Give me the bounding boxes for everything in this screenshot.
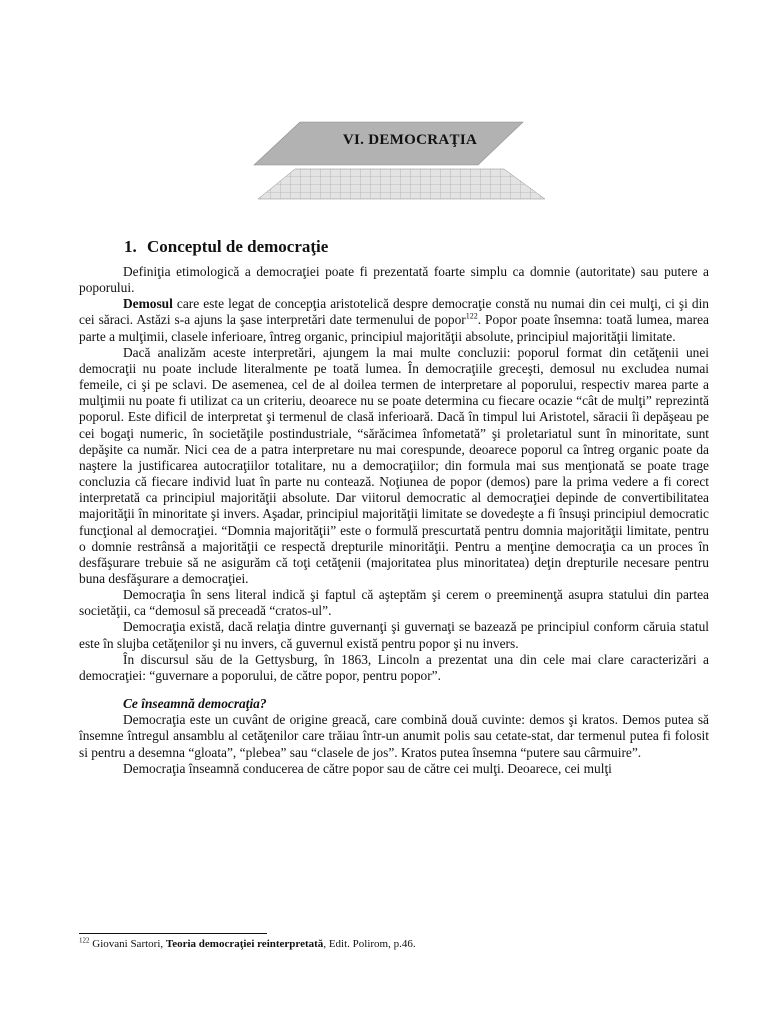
footnote-divider bbox=[79, 933, 267, 934]
paragraph-text: care este legat de concepţia aristotelică despre democraţie constă nu numai din cei mulţi, ci şi din cei săraci. Astăzi s-a ajuns la şase interpretări date termenului de popor bbox=[79, 296, 709, 328]
paragraph: Dacă analizăm aceste interpretări, ajungem la mai multe concluzii: poporul format din cetăţenii unei democraţii nu poate include literalmente pe toată lumea. În democraţiile greceşti, demosul nu excludea numai femeile, ci şi pe sclavi. De asemenea, cel de al doilea termen de interpretare al poporului, respectiv marea parte a mulţimii nu poate fi utilizat ca un criteriu, deoarece nu se poate determina cu fiecare ocazie “cât de mulţi” reprezintă poporul. Este dificil de interpretat şi termenul de clasă inferioară. Dacă în timpul lui Aristotel, săracii îi depăşeau pe cei bogaţi numeric, în societăţile postindustriale, “sărăcimea înfometată” şi proletariatul sunt în minoritate, sunt depăşite ca număr. Nici cea de a patra interpretare nu mai corespunde, deoarece poporul ca întreg organic poate da naştere la justificarea autocraţiilor totalitare, nu a democraţiilor; din formula mai sus menţionată se poate trage concluzia că fiecare individ luat în parte nu contează. Noţiunea de popor (demos) pare la prima vedere a fi corect interpretată ca principiul majorităţii absolute. Dar viitorul democratic al democraţiei depinde de convertibilitatea majorităţii în minoritate şi invers. Aşadar, principiul majorităţii limitate se dovedeşte a fi însuşi principiul democratic funcţional al democraţiei. “Domnia majorităţii” este o formulă prescurtată pentru domnia majorităţii limitate, pentru o domnie restrânsă a majorităţii ce respectă drepturile minorităţii. Pentru a menţine democraţia ca un proces în desfăşurare trebuie să ne asigurăm că toţi cetăţenii (majoritatea plus minoritatea) deţin drepturile necesare pentru buna desfăşurare a democraţiei. bbox=[79, 344, 709, 586]
paragraph: Democraţia există, dacă relaţia dintre guvernanţi şi guvernaţi se bazează pe principiul conform căruia statul este în slujba cetăţenilor şi nu invers, că guvernul există pentru popor şi nu invers. bbox=[79, 619, 709, 651]
footnote-book-title: Teoria democraţiei reinterpretată bbox=[165, 938, 324, 950]
section-title: Conceptul de democraţie bbox=[147, 237, 329, 256]
chapter-title: VI. DEMOCRAŢIA bbox=[342, 132, 478, 148]
body-text bbox=[79, 264, 709, 777]
footnote-publisher: , Edit. Polirom, p.46. bbox=[323, 938, 416, 950]
section-heading bbox=[124, 237, 328, 257]
paragraph: Democraţia este un cuvânt de origine greacă, care combină două cuvinte: demos şi kratos. Demos putea să însemne întregul ansamblu al cetăţenilor care trăiau într-un anumit polis sau cetate-stat, dar termenul putea fi folosit si pentru a desemna “gloata”, “plebea” sau “clasele de jos”. Kratos putea însemna “putere sau cârmuire”. bbox=[79, 712, 709, 760]
footnote-author: Giovani Sartori, bbox=[89, 938, 166, 950]
paragraph-text: . Popor poate însemna: toată lumea, marea parte a mulţimii, clasele inferioare, întreg organic, principiul majorităţii absolute, principiul majorităţii limitate. bbox=[79, 312, 709, 344]
footnote-reference[interactable]: 122 bbox=[465, 312, 478, 321]
paragraph: Definiţia etimologică a democraţiei poate fi prezentată foarte simplu ca domnie (autoritate) sau putere a poporului. bbox=[79, 264, 709, 296]
footnote bbox=[79, 938, 709, 951]
term-demosul: Demosul bbox=[123, 296, 173, 312]
subheading: Ce înseamnă democraţia? bbox=[123, 696, 267, 712]
paragraph: În discursul său de la Gettysburg, în 1863, Lincoln a prezentat una din cele mai clare caracterizări a democraţiei: “guvernare a poporului, de către popor, pentru popor”. bbox=[79, 651, 709, 683]
footnote-number: 122 bbox=[79, 936, 90, 945]
section-number: 1. bbox=[124, 237, 137, 256]
paragraph: Democraţia înseamnă conducerea de către popor sau de către cei mulţi. Deoarece, cei mulţi bbox=[123, 760, 612, 776]
paragraph bbox=[79, 296, 709, 344]
paragraph: Democraţia în sens literal indică şi faptul că aşteptăm şi cerem o preeminenţă asupra statului din partea societăţii, ca “demosul să preceadă “cratos-ul”. bbox=[79, 587, 709, 619]
